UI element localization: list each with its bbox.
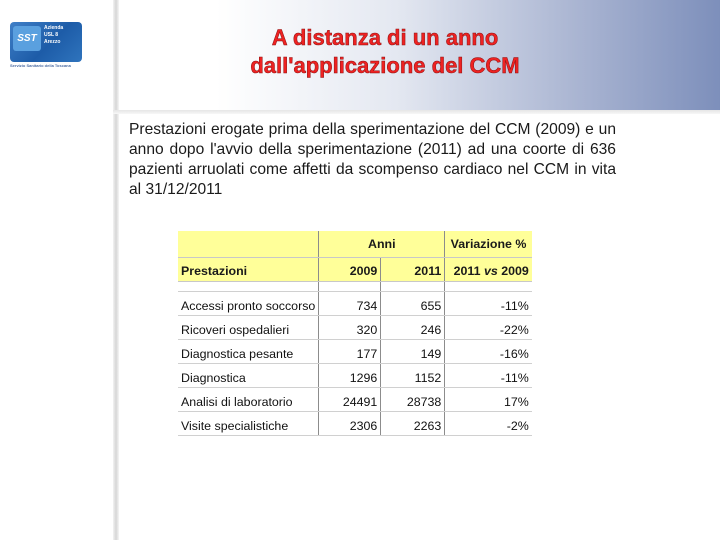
row-2009: 320 <box>319 315 381 339</box>
header-var-part: 2011 <box>453 263 481 278</box>
table-row <box>178 291 532 315</box>
logo-line: USL 8 <box>44 32 59 38</box>
row-var: -16% <box>445 339 532 363</box>
slide-title-line1: A distanza di un anno <box>271 25 499 50</box>
slide-title-line2: dall'applicazione del CCM <box>250 53 520 78</box>
row-label: Ricoveri ospedalieri <box>178 315 319 339</box>
row-label: Accessi pronto soccorso <box>178 291 319 315</box>
sst-logo <box>10 22 82 62</box>
intro-paragraph: Prestazioni erogate prima della sperimentazione del CCM (2009) e un anno dopo l'avvio della sperimentazione (2011) ad una coorte di 636 pazienti arruolati come affetti da scompenso cardiaco nel CCM in vita al 31/12/2011 <box>129 121 616 198</box>
row-2009: 734 <box>319 291 381 315</box>
logo-line: Arezzo <box>44 39 61 45</box>
table-row <box>178 315 532 339</box>
table-row <box>178 387 532 411</box>
header-cell-empty <box>178 231 319 257</box>
table-column-header <box>178 257 532 281</box>
header-2009: 2009 <box>319 257 381 281</box>
row-var: -11% <box>445 291 532 315</box>
row-2011: 655 <box>381 291 445 315</box>
table-row <box>178 339 532 363</box>
header-divider <box>113 110 720 114</box>
row-var: 17% <box>445 387 532 411</box>
logo-caption: Servizio Sanitario della Toscana <box>10 63 71 68</box>
header-variazione: Variazione % <box>445 231 532 257</box>
table-row <box>178 363 532 387</box>
row-2011: 149 <box>381 339 445 363</box>
row-2009: 2306 <box>319 411 381 435</box>
header-anni: Anni <box>319 231 445 257</box>
header-2011-vs-2009 <box>445 257 532 281</box>
row-2009: 1296 <box>319 363 381 387</box>
table-row <box>178 411 532 435</box>
table-group-header <box>178 231 532 257</box>
row-label: Diagnostica pesante <box>178 339 319 363</box>
prestazioni-table <box>178 231 532 436</box>
row-label: Visite specialistiche <box>178 411 319 435</box>
logo-mark: SST <box>13 26 41 51</box>
slide-title <box>180 24 590 80</box>
row-2009: 177 <box>319 339 381 363</box>
row-2011: 1152 <box>381 363 445 387</box>
header-prestazioni: Prestazioni <box>178 257 319 281</box>
row-2011: 28738 <box>381 387 445 411</box>
row-2009: 24491 <box>319 387 381 411</box>
row-label: Diagnostica <box>178 363 319 387</box>
row-var: -22% <box>445 315 532 339</box>
row-var: -11% <box>445 363 532 387</box>
row-label: Analisi di laboratorio <box>178 387 319 411</box>
header-var-part: 2009 <box>501 263 529 278</box>
row-var: -2% <box>445 411 532 435</box>
logo-line: Azienda <box>44 25 64 31</box>
header-var-part: vs <box>483 263 498 278</box>
left-divider <box>113 0 119 540</box>
row-2011: 246 <box>381 315 445 339</box>
row-2011: 2263 <box>381 411 445 435</box>
header-2011: 2011 <box>381 257 445 281</box>
logo-text <box>44 25 81 46</box>
table-spacer-row <box>178 281 532 291</box>
